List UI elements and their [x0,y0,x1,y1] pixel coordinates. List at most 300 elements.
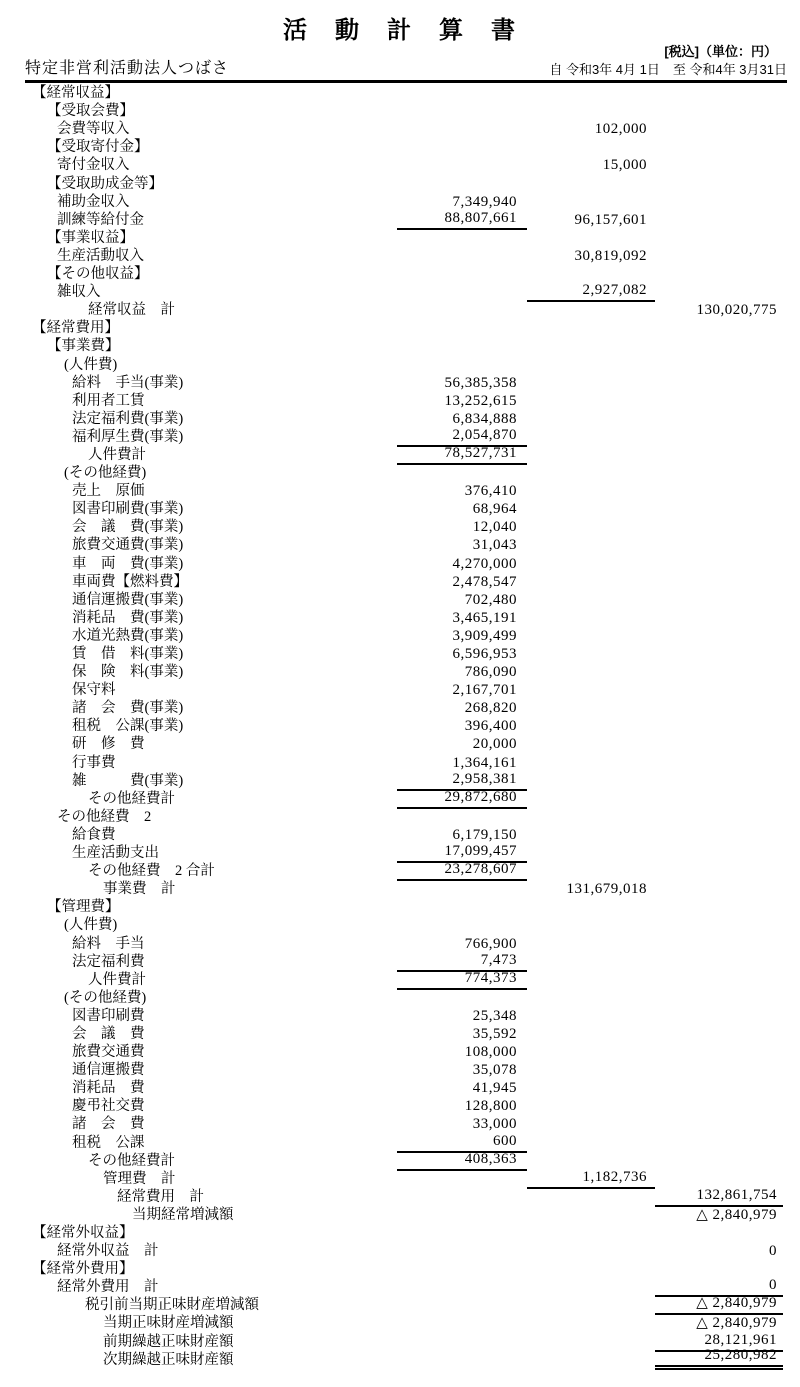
table-row [0,1279,800,1297]
amount-col3: 130,020,775 [696,302,777,319]
amount-col1: 13,252,615 [444,392,517,409]
amount-col1 [397,1333,527,1351]
row-label: 事業費 計 [103,881,176,898]
row-label: 雑 費(事業) [72,772,184,789]
row-label: 会 議 費(事業) [72,519,184,536]
row-label: 給料 手当 [72,935,145,952]
table-row [0,610,800,628]
amount-col3 [655,791,783,809]
amount-col3 [655,85,783,103]
amount-col1: 702,480 [464,591,517,608]
row-label: 【管理費】 [47,899,120,916]
table-row [0,411,800,429]
amount-col2 [527,1243,655,1261]
amount-col2 [527,465,655,483]
amount-col1: 6,596,953 [452,646,517,662]
amount-col1 [397,302,527,320]
table-row [0,1134,800,1152]
row-label: 福利厚生費(事業) [72,428,184,445]
amount-col2 [527,411,655,429]
row-label: 諸 会 費(事業) [72,700,184,717]
amount-col2 [527,592,655,610]
table-row [0,1333,800,1351]
row-label: 税引前当期正味財産増減額 [85,1297,259,1314]
amount-col2 [527,809,655,827]
amount-col1 [397,284,527,302]
amount-col3 [655,827,783,845]
row-label: 【経常外費用】 [32,1261,134,1278]
amount-col3 [655,972,783,990]
row-label: 【受取助成金等】 [47,175,163,192]
statement-table [0,85,800,1370]
table-row [0,1098,800,1116]
row-label: (その他経費) [64,465,147,482]
amount-col1: 78,527,731 [397,447,527,465]
amount-col3: △ 2,840,979 [655,1297,783,1315]
amount-col1: 68,964 [472,501,517,518]
amount-col1 [397,881,527,899]
row-label: 図書印刷費(事業) [72,501,184,518]
row-label: 法定福利費(事業) [72,410,184,427]
amount-col3 [655,1062,783,1080]
amount-col2 [527,1098,655,1116]
amount-col3 [655,465,783,483]
amount-col3 [655,230,783,248]
table-row [0,1116,800,1134]
amount-col3: 132,861,754 [655,1189,783,1207]
amount-col2 [527,320,655,338]
row-label: 旅費交通費 [72,1044,145,1061]
row-label: 利用者工賃 [72,392,145,409]
amount-col1: 41,945 [472,1080,517,1097]
row-label: 通信運搬費 [72,1062,145,1079]
amount-col2 [527,791,655,809]
table-row [0,863,800,881]
amount-col1 [397,139,527,157]
amount-col2 [527,1207,655,1225]
amount-col3 [655,754,783,772]
amount-col1 [397,1297,527,1315]
amount-col2 [527,537,655,555]
amount-col3 [655,356,783,374]
amount-col2 [527,700,655,718]
table-row [0,1225,800,1243]
table-row [0,1261,800,1279]
amount-col1: 88,807,661 [397,212,527,230]
amount-col1: 396,400 [464,718,517,735]
amount-col2 [527,356,655,374]
row-label: 生産活動支出 [72,845,159,862]
row-label: 行事費 [72,754,116,771]
amount-col3 [655,555,783,573]
table-row [0,1243,800,1261]
row-label: 訓練等給付金 [57,211,144,228]
amount-col1 [397,121,527,139]
amount-col1: 1,364,161 [452,754,517,771]
amount-col3 [655,519,783,537]
amount-col3 [655,1044,783,1062]
table-row [0,1168,800,1189]
amount-col3 [655,501,783,519]
row-label: 車 両 費(事業) [72,555,184,572]
amount-col3 [655,320,783,338]
amount-col2: 1,182,736 [527,1171,655,1189]
amount-col2 [527,1026,655,1044]
amount-col1 [397,809,527,827]
amount-col1: 33,000 [472,1116,517,1133]
row-label: 次期繰越正味財産額 [103,1351,234,1368]
row-label: 慶弔社交費 [72,1098,145,1115]
amount-col2 [527,302,655,320]
row-label: 【経常費用】 [32,320,119,337]
row-label: 消耗品 費(事業) [72,609,184,626]
amount-col1: 35,592 [472,1025,517,1042]
amount-col3 [655,954,783,972]
page-title: 活 動 計 算 書 [283,17,517,44]
amount-col1: 774,373 [397,972,527,990]
amount-col3 [655,863,783,881]
table-row [0,230,800,248]
amount-col2 [527,917,655,935]
table-row [0,845,800,863]
amount-col2 [527,139,655,157]
table-row [0,917,800,935]
amount-col3 [655,1080,783,1098]
amount-col2 [527,393,655,411]
amount-col1: 108,000 [464,1044,517,1061]
row-label: 経常収益 計 [88,302,175,319]
amount-col3 [655,809,783,827]
table-row [0,501,800,519]
row-label: (その他経費) [64,989,147,1006]
amount-col3 [655,194,783,212]
amount-col3 [655,682,783,700]
amount-col3 [655,881,783,899]
row-label: 人件費計 [88,971,146,988]
row-label: 諸 会 費 [72,1116,145,1133]
amount-col3 [655,736,783,754]
amount-col3 [655,483,783,501]
amount-col1: 7,349,940 [452,193,517,210]
amount-col3: 25,280,982 [655,1352,783,1370]
amount-col3 [655,1026,783,1044]
amount-col3 [655,284,783,302]
amount-col1: 23,278,607 [397,863,527,881]
amount-col2 [527,1297,655,1315]
amount-col3 [655,917,783,935]
row-label: 経常費用 計 [117,1188,204,1205]
row-label: 会 議 費 [72,1025,145,1042]
amount-col1: 56,385,358 [444,374,517,391]
table-row [0,969,800,990]
amount-col2 [527,827,655,845]
amount-col3 [655,139,783,157]
row-label: 会費等収入 [57,121,130,138]
amount-col1: 12,040 [472,519,517,536]
amount-col3 [655,646,783,664]
tax-unit-note: [税込]（単位：円） [664,44,777,59]
table-row [0,555,800,573]
amount-col1 [397,465,527,483]
amount-col3 [655,592,783,610]
amount-col3: 0 [769,1243,777,1260]
amount-col1: 4,270,000 [452,555,517,572]
amount-col1 [397,248,527,266]
amount-col2 [527,1225,655,1243]
table-row [0,1297,800,1315]
row-label: その他経費 2 合計 [88,863,215,880]
row-label: (人件費) [64,917,118,934]
amount-col3 [655,429,783,447]
amount-col3 [655,157,783,175]
amount-col1: 128,800 [464,1098,517,1115]
amount-col2 [527,1352,655,1370]
amount-col3 [655,121,783,139]
amount-col2 [527,1189,655,1207]
row-label: 【事業費】 [47,338,120,355]
row-label: 補助金収入 [57,193,130,210]
amount-col1 [397,1171,527,1189]
row-label: 租税 公課(事業) [72,718,184,735]
row-label: 【経常外収益】 [32,1225,134,1241]
row-label: 消耗品 費 [72,1080,145,1097]
amount-col2 [527,954,655,972]
amount-col3 [655,628,783,646]
amount-col1: 6,179,150 [452,826,517,843]
table-row [0,881,800,899]
table-row [0,175,800,193]
table-row [0,375,800,393]
table-row [0,320,800,338]
amount-col3 [655,375,783,393]
table-row [0,266,800,284]
amount-col3 [655,1116,783,1134]
amount-col1 [397,1352,527,1370]
amount-col3 [655,1098,783,1116]
table-row [0,990,800,1008]
table-row [0,827,800,845]
row-label: 前期繰越正味財産額 [103,1333,234,1350]
amount-col2 [527,194,655,212]
table-row [0,682,800,700]
row-label: 経常外収益 計 [57,1243,159,1260]
amount-col2 [527,1080,655,1098]
amount-col2 [527,103,655,121]
row-label: 給食費 [72,826,116,843]
row-label: 給料 手当(事業) [72,374,184,391]
row-label: 人件費計 [88,446,146,463]
amount-col1: 6,834,888 [452,410,517,427]
amount-col3 [655,935,783,953]
table-row [0,139,800,157]
amount-col2 [527,990,655,1008]
amount-col1: 786,090 [464,664,517,681]
amount-col1: 2,167,701 [452,682,517,699]
table-row [0,1062,800,1080]
amount-col2 [527,555,655,573]
amount-col1 [397,990,527,1008]
amount-col1 [397,1243,527,1261]
amount-col1 [397,230,527,248]
table-row [0,465,800,483]
amount-col1 [397,175,527,193]
amount-col3 [655,1261,783,1279]
row-label: 【受取寄付金】 [47,139,149,156]
amount-col3 [655,411,783,429]
amount-col3: △ 2,840,979 [696,1315,777,1332]
table-row [0,1315,800,1333]
row-label: 車両費【燃料費】 [72,573,188,590]
amount-col2 [527,1333,655,1351]
row-label: 雑収入 [57,284,101,301]
amount-col1 [397,1207,527,1225]
table-row [0,157,800,175]
row-label: 当期正味財産増減額 [103,1315,234,1332]
amount-col3 [655,338,783,356]
amount-col1 [397,1315,527,1333]
row-label: 生産活動収入 [57,247,144,264]
amount-col2 [527,754,655,772]
table-row [0,356,800,374]
amount-col3 [655,574,783,592]
table-row [0,935,800,953]
amount-col3: 28,121,961 [655,1333,783,1351]
amount-col1 [397,157,527,175]
table-row [0,284,800,302]
table-row [0,1186,800,1207]
amount-col3 [655,1153,783,1171]
amount-col3 [655,537,783,555]
amount-col1 [397,103,527,121]
row-label: 【経常収益】 [32,85,119,102]
table-row [0,1044,800,1062]
table-row [0,103,800,121]
amount-col2 [527,646,655,664]
amount-col2 [527,610,655,628]
amount-col2 [527,1116,655,1134]
row-label: 【受取会費】 [47,103,134,120]
row-label: 法定福利費 [72,953,145,970]
table-row [0,248,800,266]
table-row [0,1080,800,1098]
amount-col1 [397,266,527,284]
amount-col2 [527,429,655,447]
amount-col3 [655,447,783,465]
amount-col2 [527,718,655,736]
amount-col2 [527,447,655,465]
table-row [0,537,800,555]
amount-col3 [655,248,783,266]
amount-col2 [527,85,655,103]
amount-col2 [527,773,655,791]
table-row [0,121,800,139]
amount-col1: 35,078 [472,1062,517,1079]
amount-col3 [655,393,783,411]
amount-col2 [527,1315,655,1333]
amount-col2 [527,736,655,754]
amount-col2 [527,519,655,537]
amount-col2 [527,338,655,356]
amount-col2 [527,1134,655,1152]
row-label: 通信運搬費(事業) [72,591,184,608]
amount-col1 [397,1189,527,1207]
amount-col2 [527,1044,655,1062]
amount-col1 [397,917,527,935]
amount-col1: 600 [397,1134,527,1152]
amount-col2 [527,375,655,393]
table-row [0,736,800,754]
row-label: 【事業収益】 [47,229,134,246]
table-row [0,770,800,791]
row-label: 旅費交通費(事業) [72,537,184,554]
row-label: 【その他収益】 [47,266,149,283]
amount-col1 [397,338,527,356]
amount-col2 [527,664,655,682]
amount-col3 [655,1008,783,1026]
table-row [0,426,800,447]
row-label: 水道光熱費(事業) [72,627,184,644]
row-label: 管理費 計 [103,1170,176,1187]
amount-col2 [527,1062,655,1080]
amount-col1 [397,320,527,338]
amount-col1: 29,872,680 [397,791,527,809]
table-row [0,754,800,772]
amount-col2: 30,819,092 [574,247,647,264]
amount-col3 [655,845,783,863]
amount-col1: 31,043 [472,537,517,554]
table-row [0,1150,800,1171]
amount-col2: 96,157,601 [574,211,647,228]
amount-col1 [397,899,527,917]
amount-col1: 20,000 [472,736,517,753]
amount-col1: 2,958,381 [397,773,527,791]
row-label: 保 険 料(事業) [72,664,184,681]
table-row [0,700,800,718]
amount-col3 [655,1225,783,1243]
table-row [0,1346,800,1370]
table-row [0,1207,800,1225]
amount-col2 [527,972,655,990]
amount-col3 [655,700,783,718]
amount-col3 [655,175,783,193]
table-row [0,592,800,610]
amount-col2 [527,483,655,501]
table-row [0,718,800,736]
table-row [0,194,800,212]
amount-col3 [655,899,783,917]
table-row [0,483,800,501]
table-row [0,1008,800,1026]
table-row [0,951,800,972]
row-label: (人件費) [64,356,118,373]
amount-col2 [527,899,655,917]
amount-col1 [397,1279,527,1297]
table-row [0,1026,800,1044]
amount-col1: 25,348 [472,1007,517,1024]
row-label: 当期経常増減額 [132,1206,234,1223]
row-label: その他経費計 [88,1152,175,1169]
amount-col1: 766,900 [464,935,517,952]
amount-col3 [655,718,783,736]
amount-col1: 268,820 [464,700,517,717]
amount-col2: 102,000 [594,121,647,138]
amount-col3 [655,1134,783,1152]
row-label: 賃 借 料(事業) [72,646,184,662]
table-row [0,646,800,664]
table-row [0,393,800,411]
amount-col2 [527,175,655,193]
amount-col1: 3,909,499 [452,627,517,644]
